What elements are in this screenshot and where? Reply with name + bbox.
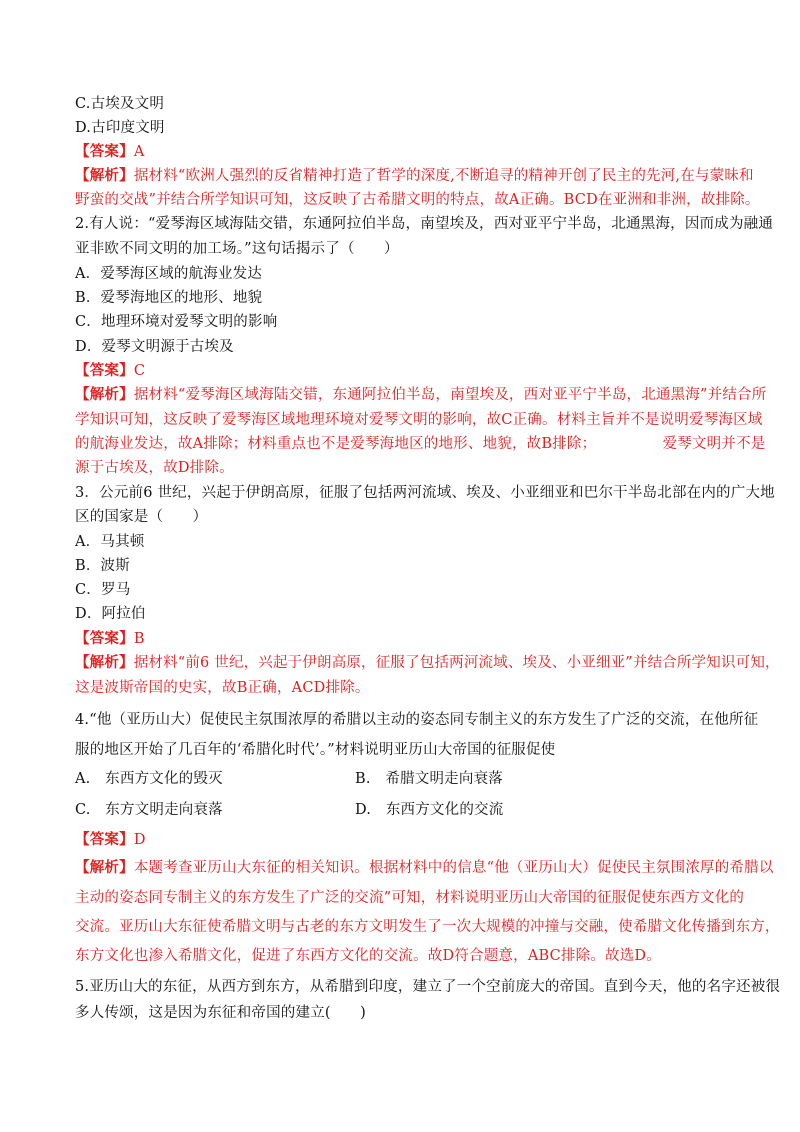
analysis-label: 【解析】 <box>75 386 134 403</box>
answer-label: 【答案】 <box>75 630 134 647</box>
q3-stem-line: 3．公元前6 世纪，兴起于伊朗高原，征服了包括两河流域、埃及、小亚细亚和巴尔干半岛北部在内的广大地 <box>75 485 775 501</box>
q4-stem-line: 4.“他（亚历山大）促使民主氛围浓厚的希腊以主动的姿态同专制主义的东方发生了广泛的交流，在他所征 <box>75 712 759 728</box>
q4-analysis-line: 东方文化也渗入希腊文化，促进了东西方文化的交流。故D符合题意，ABC排除。故选D。 <box>75 948 661 964</box>
q3-option-d: D．阿拉伯 <box>75 606 146 622</box>
q1-analysis-line <box>75 166 754 186</box>
answer-label: 【答案】 <box>75 362 134 379</box>
analysis-text: 据材料“欧洲人强烈的反省精神打造了哲学的深度,不断追寻的精神开创了民主的先河,在与蒙昧和 <box>133 168 754 184</box>
q2-analysis-line: 学知识可知，这反映了爱琴海区域地理环境对爱琴文明的影响，故C正确。材料主旨并不是说明爱琴海区域 <box>75 412 763 428</box>
q1-option-c: C.古埃及文明 <box>75 96 165 112</box>
q2-option-d: D．爱琴文明源于古埃及 <box>75 339 234 355</box>
analysis-label: 【解析】 <box>75 654 134 671</box>
q1-analysis-line: 野蛮的交战”并结合所学知识可知，这反映了古希腊文明的特点，故A正确。BCD在亚洲和非洲，故排除。 <box>75 192 760 208</box>
q2-option-a: A．爱琴海区域的航海业发达 <box>75 266 263 282</box>
q3-stem-line: 区的国家是（ ） <box>75 509 208 525</box>
q3-answer <box>75 629 145 649</box>
q4-option-c: C. 东方文明走向衰落 <box>75 802 223 818</box>
q5-stem-line: 5.亚历山大的东征，从西方到东方，从希腊到印度，建立了一个空前庞大的帝国。直到今天，他的名字还被很 <box>75 979 781 995</box>
q4-option-a: A. 东西方文化的毁灭 <box>75 771 223 787</box>
q3-option-b: B．波斯 <box>75 558 130 574</box>
q2-stem-line: 2.有人说：“爱琴海区域海陆交错，东通阿拉伯半岛，南望埃及，西对亚平宁半岛，北通黑海，因而成为融通 <box>75 216 774 232</box>
q2-analysis-line <box>75 385 766 405</box>
answer-label: 【答案】 <box>75 831 134 848</box>
q4-analysis-line <box>75 858 774 878</box>
q3-option-c: C．罗马 <box>75 582 131 598</box>
q2-stem-line: 亚非欧不同文明的加工场。”这句话揭示了（ ） <box>75 241 399 257</box>
answer-value: A <box>133 144 145 160</box>
q5-stem-line: 多人传颂，这是因为东征和帝国的建立( ) <box>75 1005 367 1021</box>
q2-option-c: C．地理环境对爱琴文明的影响 <box>75 314 278 330</box>
q4-analysis-line: 主动的姿态同专制主义的东方发生了广泛的交流”可知，材料说明亚历山大帝国的征服促使东西方文化的 <box>75 890 745 906</box>
q2-option-b: B．爱琴海地区的地形、地貌 <box>75 290 263 306</box>
answer-value: B <box>133 631 145 647</box>
q4-option-b: B. 希腊文明走向衰落 <box>355 771 503 787</box>
q1-option-d: D.古印度文明 <box>75 120 165 136</box>
q4-answer <box>75 830 146 850</box>
q4-stem-line: 服的地区开始了几百年的‘希腊化时代’。”材料说明亚历山大帝国的征服促使 <box>75 742 556 758</box>
q3-analysis-line <box>75 653 780 673</box>
q2-analysis-line: 的航海业发达，故A排除；材料重点也不是爱琴海地区的地形、地貌，故B排除； 爱琴文明并不是 <box>75 436 766 452</box>
analysis-label: 【解析】 <box>75 167 134 184</box>
q4-analysis-line: 交流。亚历山大东征使希腊文明与古老的东方文明发生了一次大规模的冲撞与交融，使希腊文化传播到东方， <box>75 919 780 935</box>
q4-option-d: D. 东西方文化的交流 <box>355 802 504 818</box>
answer-value: D <box>133 832 146 848</box>
analysis-text: 据材料“爱琴海区域海陆交错，东通阿拉伯半岛，南望埃及，西对亚平宁半岛，北通黑海”并结合所 <box>133 387 767 403</box>
analysis-text: 本题考查亚历山大东征的相关知识。根据材料中的信息“他（亚历山大）促使民主氛围浓厚的希腊以 <box>133 860 774 876</box>
q2-analysis-line: 源于古埃及，故D排除。 <box>75 460 234 476</box>
q2-answer <box>75 361 145 381</box>
q1-answer <box>75 142 144 162</box>
q3-analysis-line: 这是波斯帝国的史实，故B正确，ACD排除。 <box>75 680 370 696</box>
q3-option-a: A．马其顿 <box>75 534 145 550</box>
answer-value: C <box>133 363 146 379</box>
answer-label: 【答案】 <box>75 143 134 160</box>
analysis-text: 据材料“前6 世纪，兴起于伊朗高原，征服了包括两河流域、埃及、小亚细亚”并结合所学知识可知， <box>133 655 780 671</box>
analysis-label: 【解析】 <box>75 859 134 876</box>
